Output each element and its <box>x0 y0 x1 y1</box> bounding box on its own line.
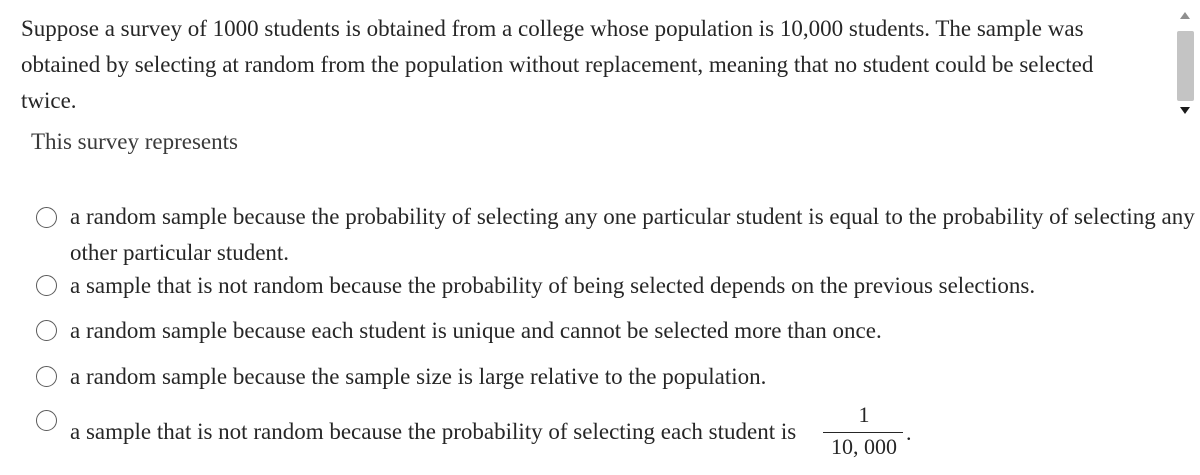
radio-button-icon[interactable] <box>36 275 57 296</box>
scroll-down-arrow-icon[interactable] <box>1180 107 1190 114</box>
answer-option-label: a sample that is not random because the probability of selecting each student is <box>70 419 797 444</box>
probability-fraction <box>821 402 907 466</box>
scroll-up-arrow-icon[interactable] <box>1180 12 1190 19</box>
radio-button-icon[interactable] <box>36 366 57 387</box>
answer-option-label: a sample that is not random because the probability of being selected depends on the previous selections. <box>70 273 1036 298</box>
answer-option-3[interactable] <box>0 313 1200 349</box>
scroll-thumb[interactable] <box>1177 31 1194 101</box>
answer-option-label: a random sample because each student is unique and cannot be selected more than once. <box>70 318 882 343</box>
answer-option-label: a random sample because the sample size is large relative to the population. <box>70 364 767 389</box>
fraction-trailing-period: . <box>906 420 912 445</box>
answer-option-label: a random sample because the probability of selecting any one particular student is equal to the probability of selecting any other particular student. <box>70 204 1195 265</box>
radio-button-icon[interactable] <box>36 320 57 341</box>
answer-option-2[interactable] <box>0 268 1200 304</box>
radio-button-icon[interactable] <box>36 410 57 431</box>
question-text: Suppose a survey of 1000 students is obtained from a college whose population is 10,000 students. The sample was obtained by selecting at random from the population without replacement, meaning that no student could be selected twice. <box>21 16 1094 113</box>
fraction-bar <box>823 432 903 433</box>
fraction-denominator: 10, 000 <box>831 434 897 459</box>
answer-option-1[interactable] <box>0 199 1200 271</box>
fraction-numerator: 1 <box>858 402 870 427</box>
answer-option-4[interactable] <box>0 359 1200 395</box>
radio-button-icon[interactable] <box>36 207 57 228</box>
answer-option-5[interactable] <box>0 400 1200 470</box>
question-scrollbar[interactable] <box>1174 8 1200 126</box>
question-prompt: This survey represents <box>31 129 238 154</box>
